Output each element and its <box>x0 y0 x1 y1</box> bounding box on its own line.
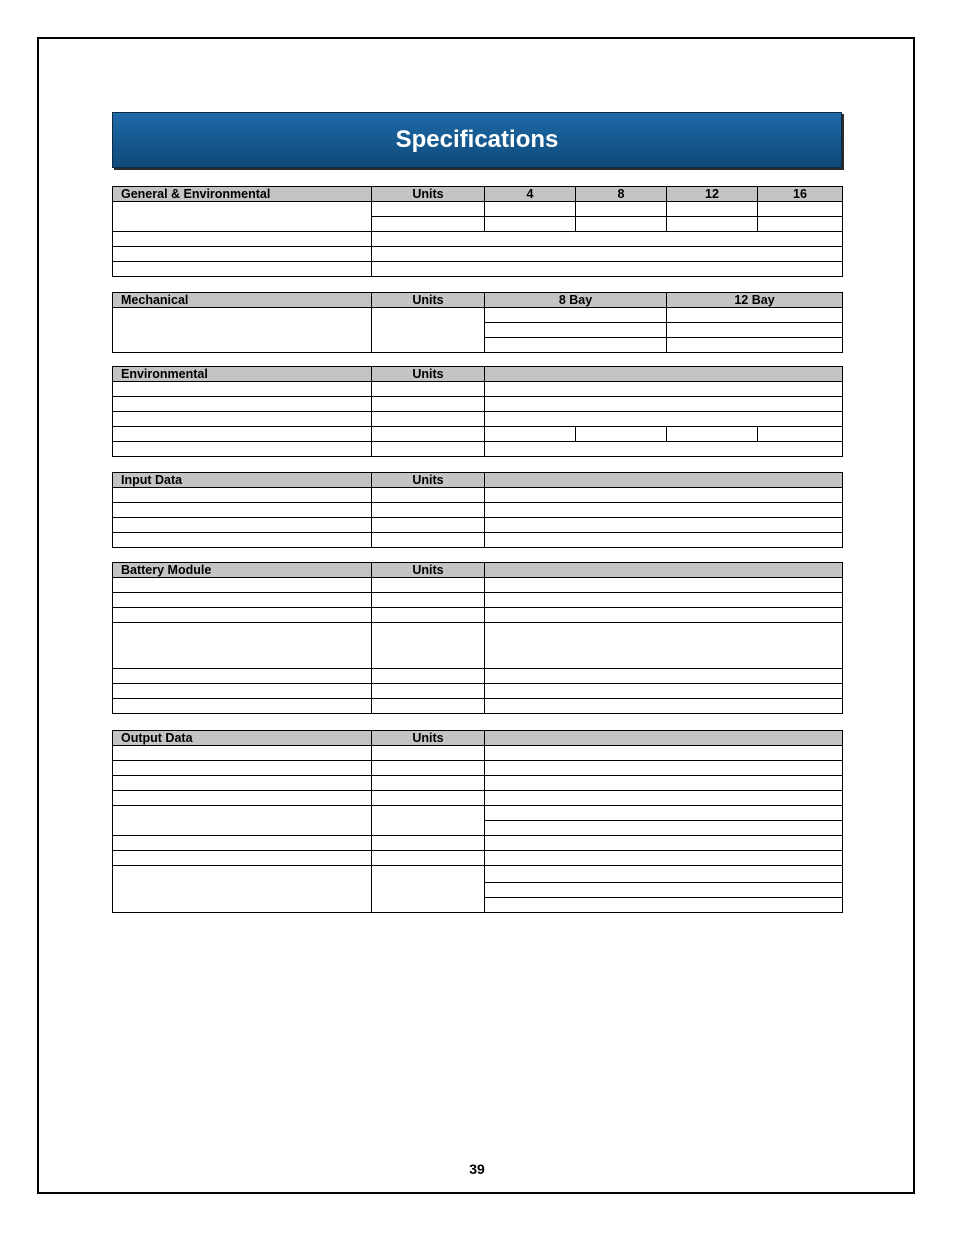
title-banner <box>112 112 842 168</box>
table-row <box>113 247 843 262</box>
table-row <box>113 684 843 699</box>
units-header: Units <box>372 731 485 746</box>
table-row <box>113 746 843 761</box>
section-heading: Battery Module <box>113 563 372 578</box>
table-row <box>113 608 843 623</box>
table-header-row <box>113 731 843 746</box>
table-row <box>113 851 843 866</box>
units-header: Units <box>372 293 485 308</box>
table-row <box>113 533 843 548</box>
column-header: 12 Bay <box>667 293 843 308</box>
table-row <box>113 699 843 714</box>
section-heading: General & Environmental <box>113 187 372 202</box>
table-row <box>113 427 843 442</box>
environmental-table <box>112 366 843 457</box>
table-row <box>113 669 843 684</box>
table-row <box>113 806 843 821</box>
table-row <box>113 382 843 397</box>
table-header-row <box>113 563 843 578</box>
mechanical-table <box>112 292 843 353</box>
units-header: Units <box>372 563 485 578</box>
table-row <box>113 503 843 518</box>
column-header: 8 <box>576 187 667 202</box>
output-data-table <box>112 730 843 913</box>
table-row <box>113 593 843 608</box>
table-row <box>113 791 843 806</box>
table-row <box>113 202 843 217</box>
table-row <box>113 623 843 669</box>
table-header-row <box>113 187 843 202</box>
column-header: 4 <box>485 187 576 202</box>
page-number: 39 <box>469 1161 485 1177</box>
column-header: 12 <box>667 187 758 202</box>
battery-module-table <box>112 562 843 714</box>
table-header-row <box>113 293 843 308</box>
table-row <box>113 761 843 776</box>
page-title: Specifications <box>395 126 559 153</box>
general-environmental-table <box>112 186 843 277</box>
table-row <box>113 262 843 277</box>
column-header: 16 <box>758 187 843 202</box>
table-row <box>113 412 843 427</box>
table-row <box>113 518 843 533</box>
units-header: Units <box>372 473 485 488</box>
units-header: Units <box>372 187 485 202</box>
table-row <box>113 488 843 503</box>
input-data-table <box>112 472 843 548</box>
table-row <box>113 232 843 247</box>
table-row <box>113 442 843 457</box>
units-header: Units <box>372 367 485 382</box>
section-heading: Environmental <box>113 367 372 382</box>
table-header-row <box>113 367 843 382</box>
section-heading: Mechanical <box>113 293 372 308</box>
table-header-row <box>113 473 843 488</box>
table-row <box>113 578 843 593</box>
table-row <box>113 866 843 883</box>
table-row <box>113 836 843 851</box>
table-row <box>113 308 843 323</box>
section-heading: Input Data <box>113 473 372 488</box>
table-row <box>113 397 843 412</box>
section-heading: Output Data <box>113 731 372 746</box>
column-header: 8 Bay <box>485 293 667 308</box>
table-row <box>113 776 843 791</box>
